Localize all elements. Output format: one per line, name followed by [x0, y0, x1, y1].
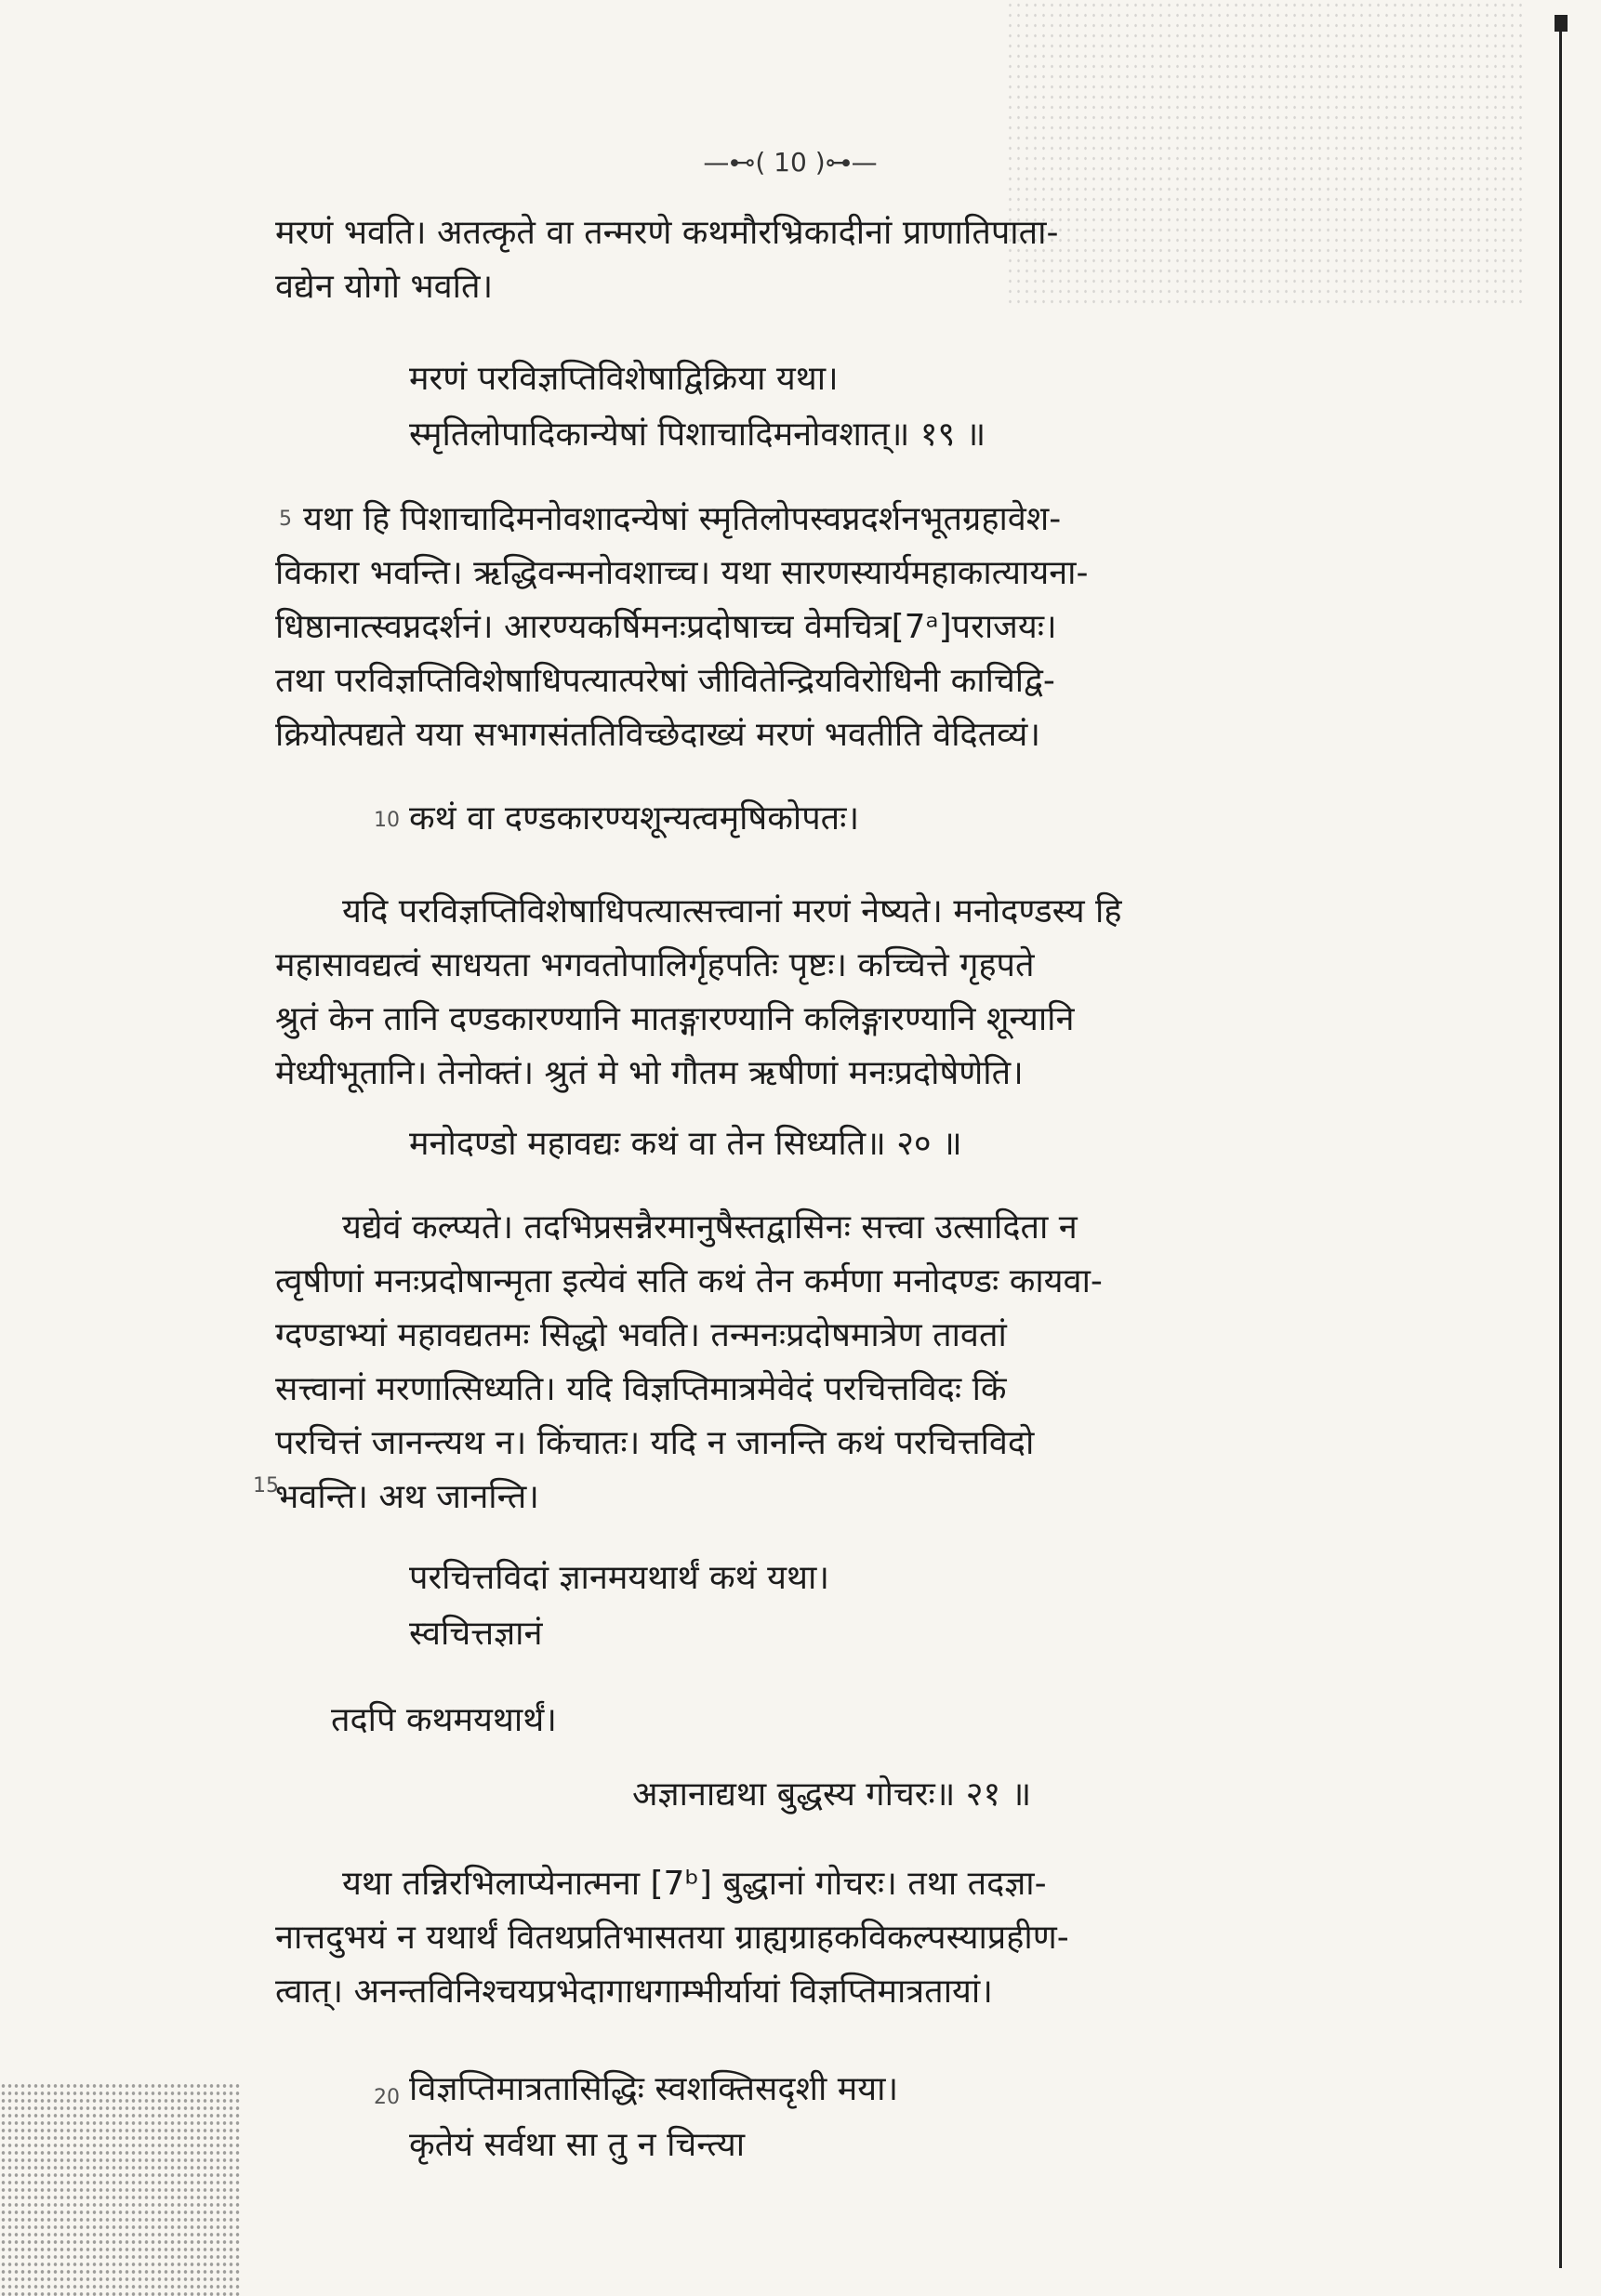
question-line: [409, 792, 1339, 846]
text-line: तदपि कथमयथार्थं।: [331, 1701, 557, 1739]
line-number-5: 5: [279, 508, 292, 531]
text-line: महासावद्यत्वं साधयता भगवतोपालिर्गृहपतिः पृष्टः। कच्चित्ते गृहपते: [275, 946, 1035, 984]
line-number-20: 20: [374, 2086, 400, 2109]
text-line: मेध्यीभूतानि। तेनोक्तं। श्रुतं मे भो गौतम ऋषीणां मनःप्रदोषेणेति।: [275, 1054, 1024, 1092]
text-line: परचित्तं जानन्त्यथ न। किंचातः। यदि न जानन्ति कथं परचित्तविदो: [275, 1424, 1035, 1462]
verse-line: कृतेयं सर्वथा सा तु न चिन्त्या: [409, 2126, 746, 2164]
line-number-15: 15: [253, 1474, 279, 1498]
text-line: तथा परविज्ञप्तिविशेषाधिपत्यात्परेषां जीवितेन्द्रियविरोधिनी काचिद्वि-: [275, 662, 1055, 700]
prose-line: [331, 1694, 1261, 1748]
text-line: ग्दण्डाभ्यां महावद्यतमः सिद्धो भवति। तन्मनःप्रदोषमात्रेण तावतां: [275, 1316, 1007, 1354]
text-line: त्वृषीणां मनःप्रदोषान्मृता इत्येवं सति कथं तेन कर्मणा मनोदण्डः कायवा-: [275, 1262, 1103, 1300]
text-line: यद्येवं कल्प्यते। तदभिप्रसन्नैरमानुषैस्तद्वासिनः सत्त्वा उत्सादिता न: [342, 1208, 1078, 1247]
verse-line: मनोदण्डो महावद्यः कथं वा तेन सिध्यति॥ २० ॥: [409, 1125, 962, 1163]
verse-block: [409, 1550, 1339, 1662]
text-line: सत्त्वानां मरणात्सिध्यति। यदि विज्ञप्तिमात्रमेवेदं परचित्तविदः किं: [275, 1370, 1007, 1408]
text-line: क्रियोत्पद्यते यया सभागसंततिविच्छेदाख्यं मरणं भवतीति वेदितव्यं।: [275, 716, 1041, 754]
page-number: —⊷( 10 )⊶—: [703, 147, 878, 178]
text-line: मरणं भवति। अतत्कृते वा तन्मरणे कथमौरभ्रिकादीनां प्राणातिपाता-: [275, 214, 1059, 252]
text-line: यथा तन्निरभिलाप्येनात्मना [7ᵇ] बुद्धानां गोचरः। तथा तदज्ञा-: [342, 1865, 1047, 1903]
verse-19: [409, 351, 1339, 463]
verse-line: मरणं परविज्ञप्तिविशेषाद्विक्रिया यथा।: [409, 360, 839, 398]
text-line: वद्येन योगो भवति।: [275, 268, 494, 306]
verse-line: स्वचित्तज्ञानं: [409, 1615, 543, 1653]
text-line: श्रुतं केन तानि दण्डकारण्यानि मातङ्गारण्यानि कलिङ्गारण्यानि शून्यानि: [275, 1000, 1075, 1038]
verse-line: विज्ञप्तिमात्रतासिद्धिः स्वशक्तिसदृशी मया।: [409, 2070, 899, 2108]
print-smudge-bottom-left: [0, 2082, 242, 2296]
text-line: त्वात्। अनन्तविनिश्चयप्रभेदागाधगाम्भीर्यायां विज्ञप्तिमात्रतायां।: [275, 1973, 993, 2011]
prose-block: [275, 885, 1372, 1101]
text-line: कथं वा दण्डकारण्यशून्यत्वमृषिकोपतः।: [409, 799, 860, 838]
verse-line: परचित्तविदां ज्ञानमयथार्थं कथं यथा।: [409, 1559, 829, 1597]
verse-block: [409, 2062, 1339, 2173]
verse-21: [632, 1768, 1339, 1822]
verse-line: स्मृतिलोपादिकान्येषां पिशाचादिमनोवशात्॥ १९ ॥: [409, 416, 986, 454]
text-line: नात्तदुभयं न यथार्थं वितथप्रतिभासतया ग्राह्यग्राहकविकल्पस्याप्रहीण-: [275, 1919, 1069, 1957]
prose-block: [275, 1857, 1372, 2019]
line-number-10: 10: [374, 809, 400, 832]
verse-20: [409, 1117, 1339, 1171]
text-line: विकारा भवन्ति। ऋद्धिवन्मनोवशाच्च। यथा सारणस्यार्यमहाकात्यायना-: [275, 554, 1089, 592]
prose-block: [275, 206, 1372, 314]
verse-line: अज्ञानाद्यथा बुद्धस्य गोचरः॥ २१ ॥: [632, 1775, 1032, 1814]
prose-block: [275, 493, 1372, 762]
binding-edge-line: [1559, 19, 1562, 2268]
text-line: यदि परविज्ञप्तिविशेषाधिपत्यात्सत्त्वानां मरणं नेष्यते। मनोदण्डस्य हि: [342, 892, 1122, 930]
text-line: यथा हि पिशाचादिमनोवशादन्येषां स्मृतिलोपस्वप्नदर्शनभूतग्रहावेश-: [303, 500, 1062, 538]
text-line: धिष्ठानात्स्वप्नदर्शनं। आरण्यकर्षिमनःप्रदोषाच्च वेमचित्र[7ᵃ]पराजयः।: [275, 608, 1057, 646]
prose-block: [275, 1201, 1372, 1524]
text-line: भवन्ति। अथ जानन्ति।: [275, 1478, 539, 1516]
